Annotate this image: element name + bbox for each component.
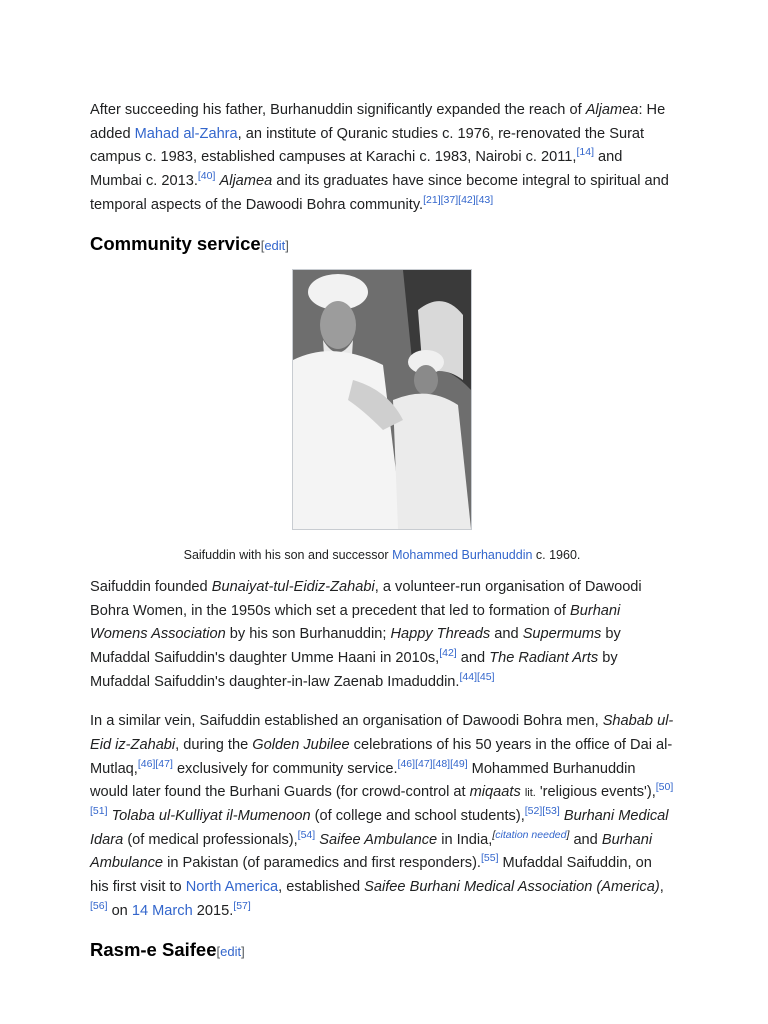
text: exclusively for community service. <box>172 760 398 777</box>
section-heading-community-service <box>90 233 674 255</box>
text: by Mufaddal Saifuddin's daughter-in-law Zaenab Imaduddin. <box>90 650 618 690</box>
citation-link[interactable]: [46] <box>397 757 416 770</box>
italic-term: Saifee Burhani Medical Association (America) <box>364 878 660 895</box>
citation-link[interactable]: [37] <box>440 193 459 206</box>
citation-link[interactable]: [55] <box>480 852 499 865</box>
text: in India, <box>437 831 493 848</box>
edit-link[interactable]: edit <box>264 238 286 254</box>
citation-link[interactable]: [45] <box>477 670 495 683</box>
text: After succeeding his father, Burhanuddin significantly expanded the reach of <box>90 102 586 118</box>
citation-link[interactable]: [46] <box>137 757 156 770</box>
section-title: Rasm-e Saifee <box>90 939 217 961</box>
text: c. 1960. <box>532 548 581 563</box>
citation-link[interactable]: [50] <box>655 781 674 794</box>
citation-link[interactable]: [49] <box>450 757 468 770</box>
citation-link[interactable]: [52] <box>524 805 543 818</box>
text: , established <box>278 878 365 895</box>
text: 2015. <box>192 902 234 919</box>
italic-term: miqaats <box>469 784 521 801</box>
link-north-america[interactable]: North America <box>185 878 279 895</box>
text: and <box>456 650 490 667</box>
text: (of medical professionals), <box>123 831 298 848</box>
citation-link[interactable]: [47] <box>155 757 173 770</box>
text: and <box>569 831 602 848</box>
citation-link[interactable]: [14] <box>576 146 594 159</box>
text: Mohammed Burhanuddin would later found the Burhani Guards (for crowd-control at <box>90 760 636 801</box>
citation-link[interactable]: [43] <box>475 193 494 206</box>
text: : He added <box>90 102 666 142</box>
section-title: Community service <box>90 233 261 255</box>
photo-figure <box>90 269 674 562</box>
citation-link[interactable]: [21] <box>423 193 441 206</box>
text: , during the <box>175 737 253 754</box>
citation-link[interactable]: [44] <box>459 670 477 683</box>
text: Saifuddin founded <box>90 579 212 596</box>
italic-term: The Radiant Arts <box>489 650 599 667</box>
text: and its graduates have since become integral to spiritual and temporal aspects of the Dawoodi Bohra community. <box>90 172 669 213</box>
citation-link[interactable]: [42] <box>458 193 476 206</box>
italic-term: Tolaba ul-Kulliyat il-Mumenoon <box>111 807 311 824</box>
text: by his son Burhanuddin; <box>225 626 391 643</box>
citation-needed-link[interactable]: citation needed <box>495 828 567 841</box>
citation-link[interactable]: [53] <box>542 805 560 818</box>
italic-term: Aljamea <box>585 102 639 118</box>
text: and <box>490 626 523 643</box>
paragraph-men-organisation <box>90 710 674 923</box>
link-mahad-al-zahra[interactable]: Mahad al-Zahra <box>134 125 238 142</box>
citation-link[interactable]: [57] <box>233 899 251 912</box>
paragraph-aljamea <box>90 99 674 217</box>
photo-saifuddin-and-son[interactable] <box>292 269 472 530</box>
text: Mufaddal Saifuddin, on his first visit to <box>90 855 652 895</box>
italic-term: Shabab ul-Eid iz-Zahabi <box>90 713 674 754</box>
text: 'religious events'), <box>535 784 656 801</box>
text: , <box>659 878 664 895</box>
italic-term: Supermums <box>522 626 602 643</box>
citation-needed: [citation needed] <box>492 828 570 841</box>
text: (of college and school students), <box>310 807 525 824</box>
edit-section: [edit] <box>260 238 289 254</box>
italic-term: Burhani Ambulance <box>90 831 653 872</box>
citation-link[interactable]: [54] <box>297 828 316 841</box>
paragraph-women-organisation <box>90 576 674 694</box>
link-14-march[interactable]: 14 March <box>131 902 193 919</box>
text: on <box>107 902 132 919</box>
photo-caption <box>90 548 674 562</box>
citation-link[interactable]: [42] <box>439 647 457 660</box>
italic-term: Aljamea <box>219 172 273 189</box>
text: by Mufaddal Saifuddin's daughter Umme Haani in 2010s, <box>90 626 621 667</box>
italic-term: Bunaiyat-tul-Eidiz-Zahabi <box>211 579 375 596</box>
section-heading-rasm-e-saifee <box>90 939 674 961</box>
edit-section: [edit] <box>216 944 245 960</box>
edit-link[interactable]: edit <box>220 944 242 960</box>
italic-term: Saifee Ambulance <box>319 831 438 848</box>
citation-link[interactable]: [51] <box>90 805 108 818</box>
text: and Mumbai c. 2013. <box>90 149 623 189</box>
italic-term: Burhani Medical Idara <box>90 807 669 848</box>
link-mohammed-burhanuddin[interactable]: Mohammed Burhanuddin <box>392 548 533 563</box>
article-body <box>90 99 674 975</box>
text: , an institute of Quranic studies c. 1976, re-renovated the Surat campus c. 1983, established campuses at Karachi c. 1983, Nairobi c. 2011, <box>90 125 645 166</box>
text: celebrations of his 50 years in the office of Dai al-Mutlaq, <box>90 737 673 777</box>
italic-term: Burhani Womens Association <box>90 602 621 643</box>
italic-term: Happy Threads <box>390 626 491 643</box>
photo-image <box>293 270 471 529</box>
citation-link[interactable]: [47] <box>415 757 433 770</box>
citation-link[interactable]: [56] <box>90 899 108 912</box>
lit-abbreviation: lit. <box>524 787 536 800</box>
text: , a volunteer-run organisation of Dawoodi Bohra Women, in the 1950s which set a precedent that led to formation of <box>90 579 642 619</box>
text: in Pakistan (of paramedics and first responders). <box>163 855 481 872</box>
citation-link[interactable]: [40] <box>197 170 216 183</box>
text: In a similar vein, Saifuddin established an organisation of Dawoodi Bohra men, <box>90 713 603 730</box>
text: Saifuddin with his son and successor <box>183 548 393 563</box>
italic-term: Golden Jubilee <box>252 737 350 754</box>
citation-link[interactable]: [48] <box>432 757 451 770</box>
